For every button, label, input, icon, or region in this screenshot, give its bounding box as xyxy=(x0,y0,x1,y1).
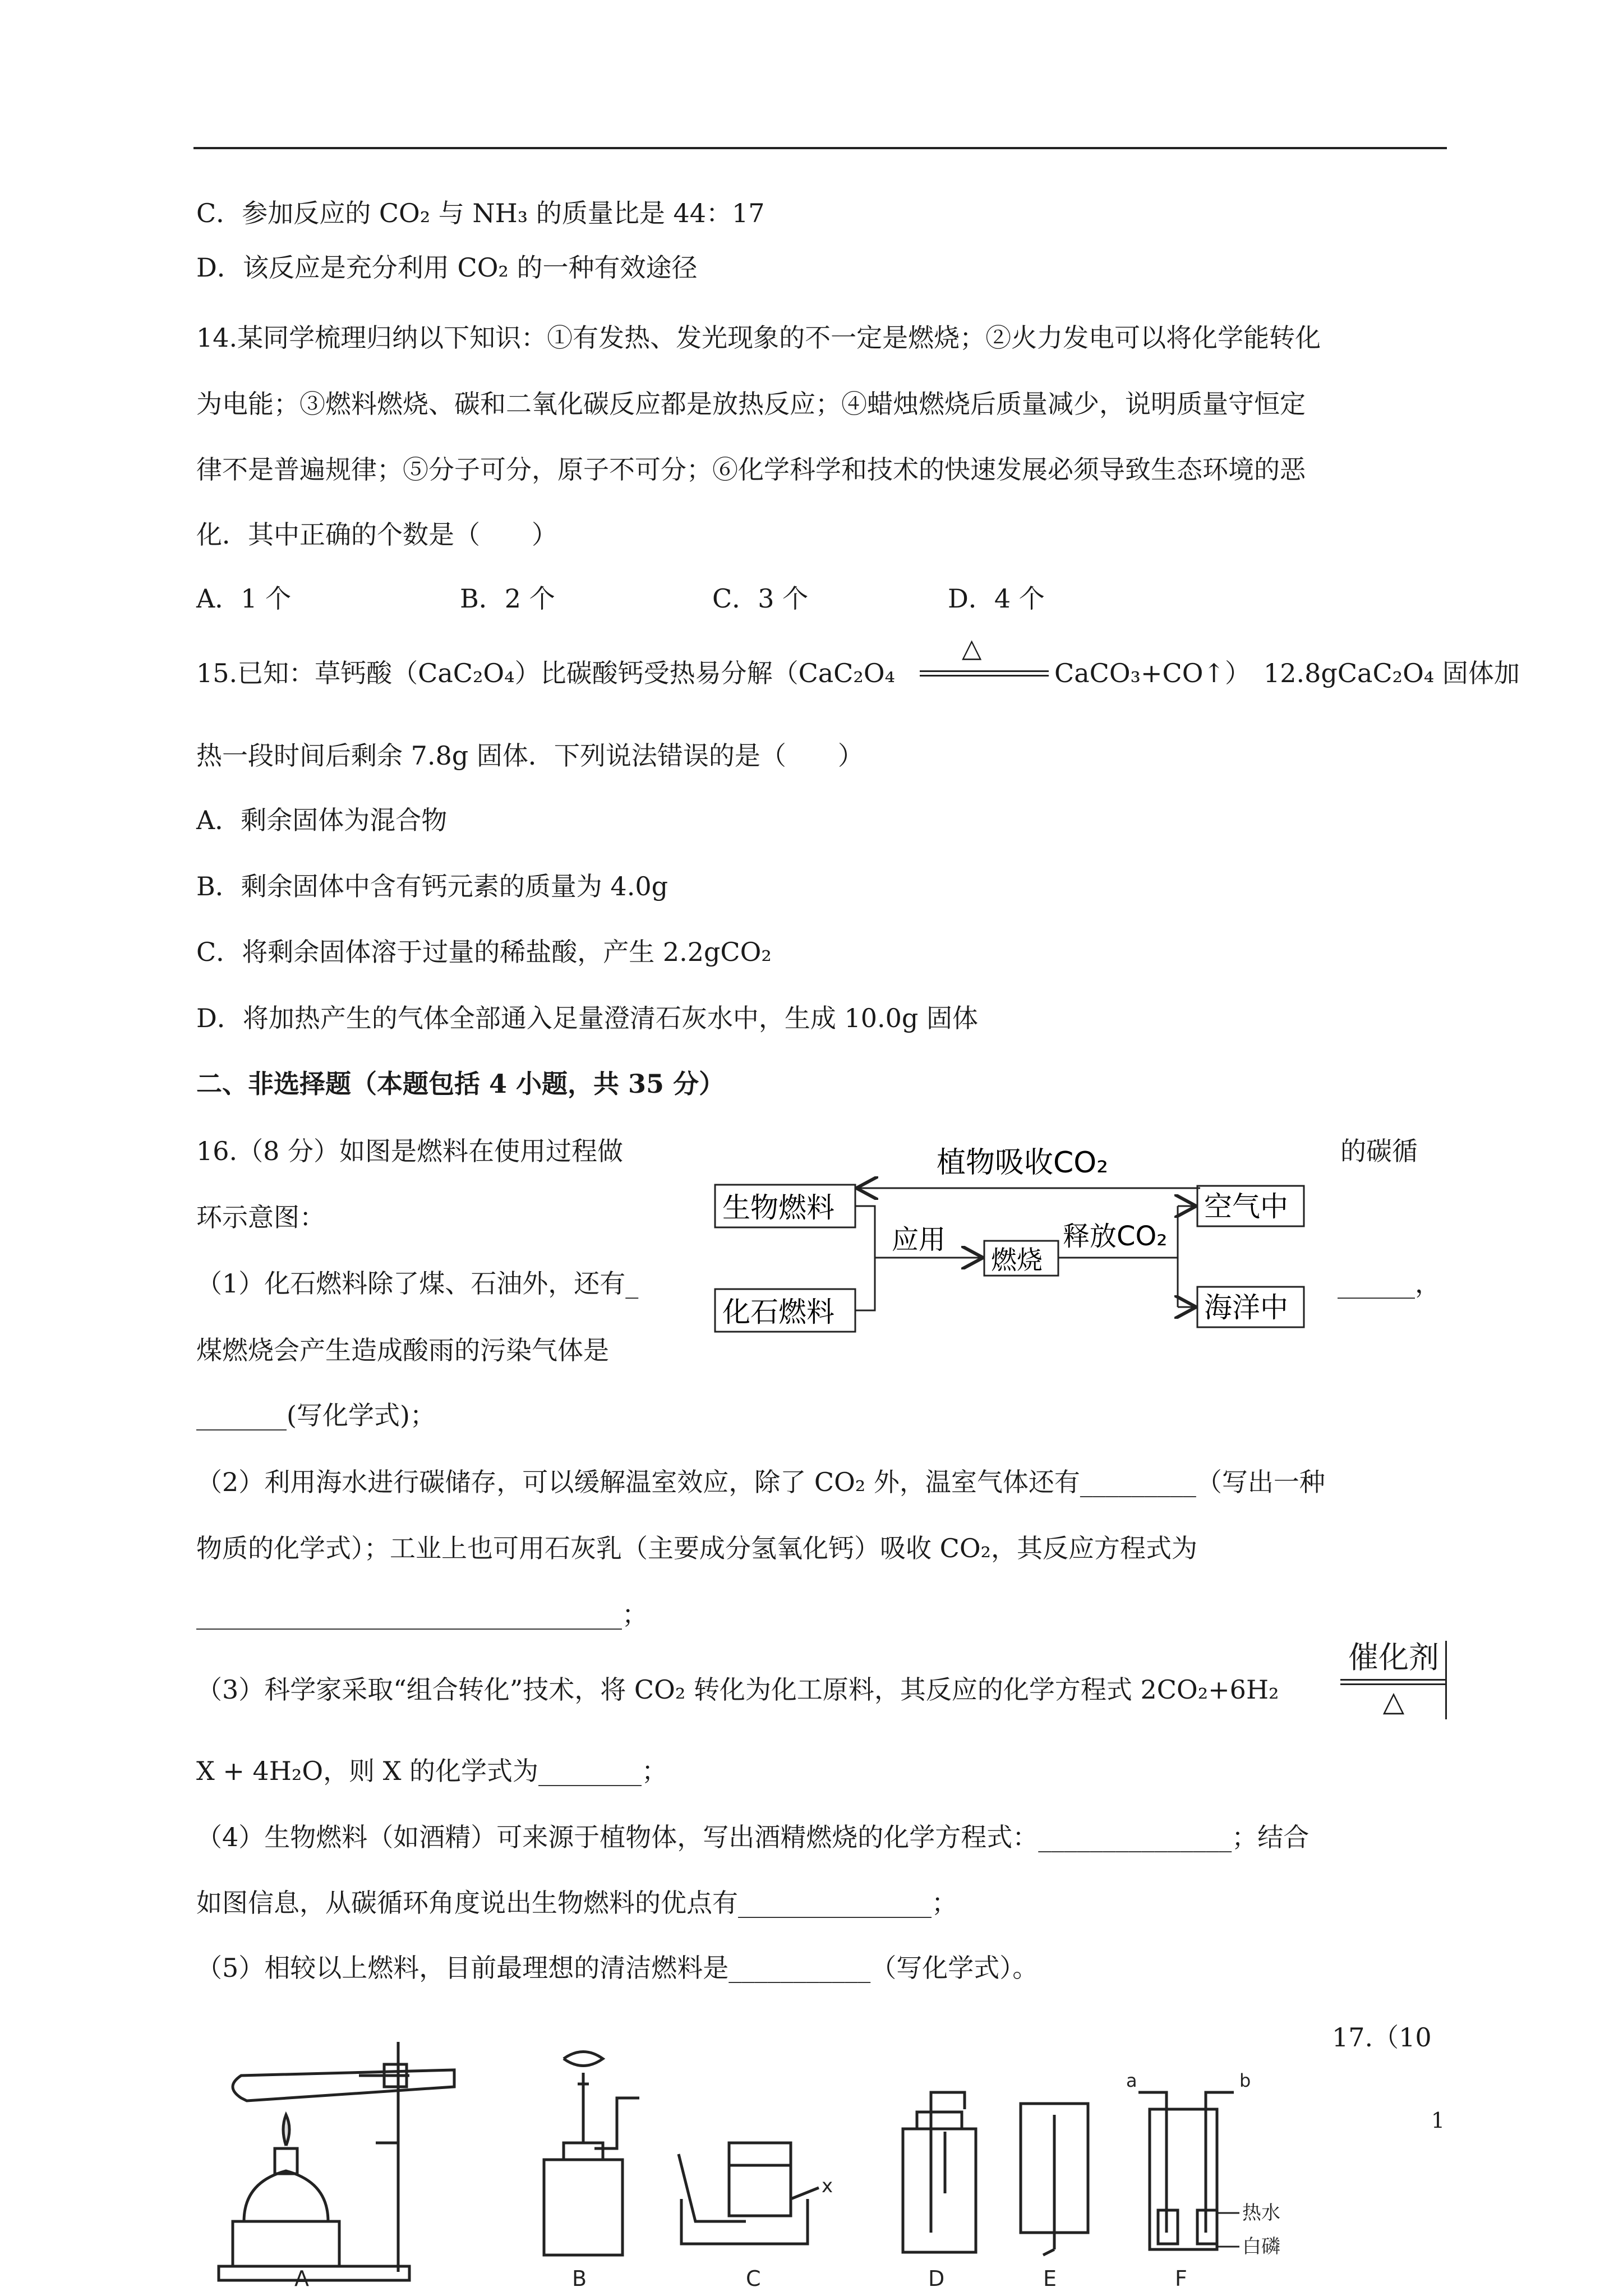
label-a: A xyxy=(294,2266,309,2289)
q16-part1-a: （1）化石燃料除了煤、石油外，还有_ xyxy=(196,1268,639,1299)
q16-line-1: 16.（8 分）如图是燃料在使用过程做 xyxy=(196,1136,624,1166)
q15-heat-arrow xyxy=(914,631,1054,682)
diagram-apply: 应用 xyxy=(892,1224,946,1255)
apparatus-d xyxy=(903,2092,976,2252)
q14-option-b: B．2 个 xyxy=(460,583,555,614)
q16-part2-c: _________________________________； xyxy=(196,1599,648,1630)
q15-option-c: C．将剩余固体溶于过量的稀盐酸，产生 2.2gCO₂ xyxy=(196,937,772,967)
q16-line-1-end: 的碳循 xyxy=(1340,1136,1418,1166)
heat-symbol: △ xyxy=(962,633,982,663)
diagram-ocean: 海洋中 xyxy=(1204,1291,1288,1324)
q16-part4-a: （4）生物燃料（如酒精）可来源于植物体，写出酒精燃烧的化学方程式：_______________；结合 xyxy=(196,1822,1310,1852)
diagram-release: 释放CO₂ xyxy=(1063,1221,1168,1252)
q16-part1-c: _______(写化学式)； xyxy=(196,1400,436,1430)
q15-line-1b: CaCO₃+CO↑） 12.8gCaC₂O₄ 固体加 xyxy=(1054,658,1520,688)
label-f-a: a xyxy=(1126,2070,1137,2091)
q14-option-a: A．1 个 xyxy=(196,583,292,614)
q16-part3-b: X + 4H₂O，则 X 的化学式为________； xyxy=(196,1756,668,1786)
q14-options xyxy=(196,582,1094,615)
label-white-phosphorus: 白磷 xyxy=(1242,2235,1280,2258)
q14-line-4: 化．其中正确的个数是（ ） xyxy=(196,519,557,550)
q15-option-a: A．剩余固体为混合物 xyxy=(196,805,448,835)
label-b: B xyxy=(572,2266,587,2289)
page-number: 1 xyxy=(1431,2108,1445,2133)
label-c-x: x xyxy=(822,2175,833,2197)
q14-line-1: 14.某同学梳理归纳以下知识：①有发热、发光现象的不一定是燃烧；②火力发电可以将化学能转化 xyxy=(196,323,1321,353)
apparatus-b xyxy=(544,2052,639,2256)
q16-part4-b: 如图信息，从碳循环角度说出生物燃料的优点有_______________； xyxy=(196,1888,957,1918)
q15-option-b: B．剩余固体中含有钙元素的质量为 4.0g xyxy=(196,871,668,901)
q14-option-d: D．4 个 xyxy=(948,583,1045,614)
label-c: C xyxy=(746,2266,761,2289)
header-rule xyxy=(193,147,1447,149)
apparatus-e xyxy=(1021,2104,1088,2255)
q14-option-c: C．3 个 xyxy=(712,583,809,614)
apparatus-a xyxy=(219,2042,454,2280)
q15-line-2: 热一段时间后剩余 7.8g 固体．下列说法错误的是（ ） xyxy=(196,740,864,771)
label-hot-water: 热水 xyxy=(1242,2202,1280,2224)
catalyst-label: 催化剂 xyxy=(1348,1640,1439,1675)
q17-start: 17.（10 xyxy=(1332,2022,1432,2053)
diagram-fossil-fuel: 化石燃料 xyxy=(722,1296,834,1328)
label-e: E xyxy=(1043,2266,1057,2289)
q14-line-3: 律不是普遍规律；⑤分子可分，原子不可分；⑥化学科学和技术的快速发展必须导致生态环境的恶 xyxy=(196,454,1306,485)
q14-line-2: 为电能；③燃料燃烧、碳和二氧化碳反应都是放热反应；④蜡烛燃烧后质量减少，说明质量守恒定 xyxy=(196,389,1306,419)
label-d: D xyxy=(928,2266,945,2289)
apparatus-c xyxy=(679,2143,819,2244)
q16-part2-b: 物质的化学式）；工业上也可用石灰乳（主要成分氢氧化钙）吸收 CO₂，其反应方程式为 xyxy=(196,1533,1197,1563)
label-f: F xyxy=(1175,2266,1187,2289)
q16-part1-b: 煤燃烧会产生造成酸雨的污染气体是 xyxy=(196,1335,609,1365)
q13-option-d: D．该反应是充分利用 CO₂ 的一种有效途径 xyxy=(196,252,698,283)
apparatus-f xyxy=(1138,2092,1234,2249)
diagram-burn: 燃烧 xyxy=(991,1245,1043,1275)
diagram-air: 空气中 xyxy=(1204,1190,1288,1223)
catalyst-heat: △ xyxy=(1382,1685,1405,1718)
q16-part1-blank: ______， xyxy=(1338,1268,1441,1299)
carbon-cycle-diagram xyxy=(712,1139,1318,1363)
q16-part2-a: （2）利用海水进行碳储存，可以缓解温室效应，除了 CO₂ 外，温室气体还有_________（写出一种 xyxy=(196,1467,1325,1497)
label-f-b: b xyxy=(1239,2070,1251,2091)
catalyst-condition-box xyxy=(1340,1641,1447,1719)
q16-part5: （5）相较以上燃料，目前最理想的清洁燃料是___________（写化学式）。 xyxy=(196,1953,1039,1983)
q16-part3-a: （3）科学家采取“组合转化”技术，将 CO₂ 转化为化工原料，其反应的化学方程式 2CO₂+6H₂ xyxy=(196,1674,1279,1705)
q15-line-1a: 15.已知：草钙酸（CaC₂O₄）比碳酸钙受热易分解（CaC₂O₄ xyxy=(196,658,895,688)
q15-option-d: D．将加热产生的气体全部通入足量澄清石灰水中，生成 10.0g 固体 xyxy=(196,1003,978,1033)
q13-option-c: C．参加反应的 CO₂ 与 NH₃ 的质量比是 44：17 xyxy=(196,198,765,228)
diagram-plant-absorb: 植物吸收CO₂ xyxy=(937,1146,1109,1180)
diagram-bio-fuel: 生物燃料 xyxy=(722,1191,834,1224)
lab-apparatus-figure xyxy=(191,2031,1481,2289)
section-heading: 二、非选择题（本题包括 4 小题，共 35 分） xyxy=(196,1069,725,1099)
q16-line-2: 环示意图： xyxy=(196,1202,325,1232)
